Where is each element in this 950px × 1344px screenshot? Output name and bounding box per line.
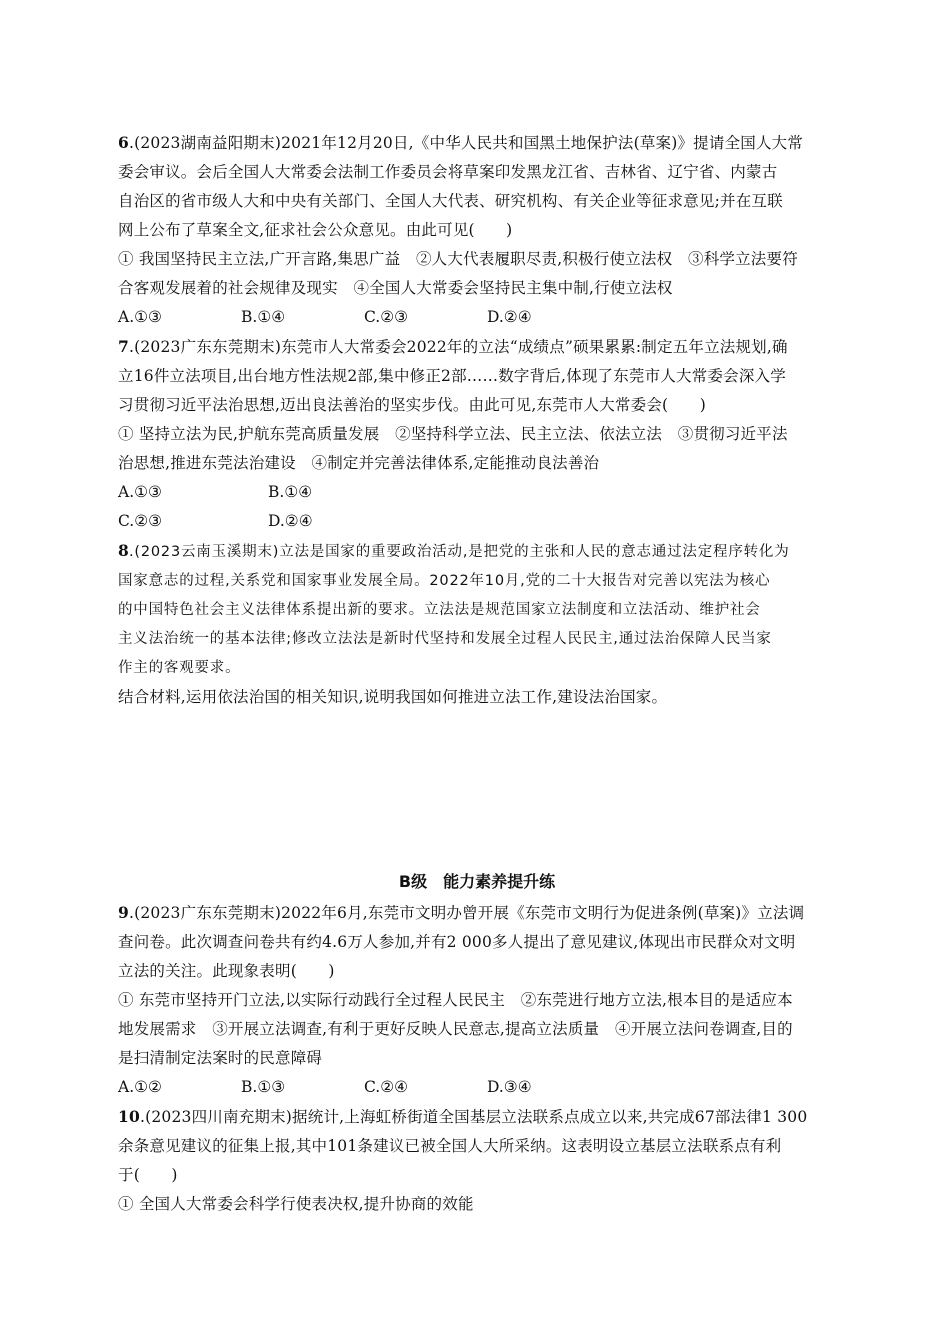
- document-page: [118, 128, 836, 1219]
- statement-text: ① 全国人大常委会科学行使表决权,提升协商的效能: [118, 1195, 474, 1213]
- question-text: .(2023广东东莞期末)东莞市人大常委会2022年的立法“成绩点”硕果累累:制定五年立法规划,确: [129, 338, 788, 356]
- option-d: D.②④: [487, 308, 532, 326]
- material-text: 主义法治统一的基本法律;修改立法法是新时代坚持和发展全过程人民民主,通过法治保障人民当家: [118, 631, 772, 647]
- option-b: B.①③: [241, 1078, 286, 1096]
- statement-text: 合客观发展着的社会规律及现实 ④全国人大常委会坚持民主集中制,行使立法权: [118, 279, 673, 297]
- option-d: D.②④: [268, 512, 313, 530]
- option-d: D.③④: [487, 1078, 532, 1096]
- option-a: A.①③: [118, 308, 162, 326]
- answer-options: [118, 303, 836, 332]
- statement-text: 是扫清制定法案时的民意障碍: [118, 1049, 323, 1067]
- question-text: 习贯彻习近平法治思想,迈出良法善治的坚实步伐。由此可见,东莞市人大常委会( ): [118, 396, 706, 414]
- question-text: 于( ): [118, 1166, 178, 1184]
- material-text: 的中国特色社会主义法律体系提出新的要求。立法法是规范国家立法制度和立法活动、维护社会: [118, 602, 761, 618]
- question-text: .(2023广东东莞期末)2022年6月,东莞市文明办曾开展《东莞市文明行为促进条例(草案)》立法调: [129, 904, 805, 922]
- question-text: 余条意见建议的征集上报,其中101条建议已被全国人大所采纳。这表明设立基层立法联系点有利: [118, 1137, 782, 1155]
- question-prompt: 结合材料,运用依法治国的相关知识,说明我国如何推进立法工作,建设法治国家。: [118, 688, 668, 706]
- statement-text: 治思想,推进东莞法治建设 ④制定并完善法律体系,定能推动良法善治: [118, 454, 600, 472]
- question-number: 10: [118, 1107, 140, 1126]
- question-number: 6: [118, 133, 129, 152]
- material-text: 国家意志的过程,关系党和国家事业发展全局。2022年10月,党的二十大报告对完善以宪法为核心: [118, 573, 771, 589]
- section-title: B级 能力素养提升练: [398, 872, 556, 891]
- question-text: .(2023四川南充期末)据统计,上海虹桥街道全国基层立法联系点成立以来,共完成67部法律1 300: [139, 1108, 808, 1126]
- question-9: [118, 898, 836, 1102]
- question-text: 委会审议。会后全国人大常委会法制工作委员会将草案印发黑龙江省、吉林省、辽宁省、内蒙古: [118, 163, 778, 181]
- question-text: 立16件立法项目,出台地方性法规2部,集中修正2部……数字背后,体现了东莞市人大常委会深入学: [118, 367, 786, 385]
- option-a: A.①②: [118, 1078, 162, 1096]
- answer-options: [118, 1073, 836, 1102]
- question-8: [118, 536, 836, 712]
- question-10: [118, 1102, 836, 1219]
- answer-options: [118, 507, 836, 536]
- option-c: C.②④: [364, 1078, 409, 1096]
- material-text: 作主的客观要求。: [118, 660, 241, 676]
- answer-space: [118, 712, 836, 866]
- statement-text: ① 东莞市坚持开门立法,以实际行动践行全过程人民民主 ②东莞进行地方立法,根本目的是适应本: [118, 991, 793, 1009]
- answer-options: [118, 478, 836, 507]
- statement-text: 地发展需求 ③开展立法调查,有利于更好反映人民意志,提高立法质量 ④开展立法问卷调查,目的: [118, 1020, 793, 1038]
- material-text: .(2023云南玉溪期末)立法是国家的重要政治活动,是把党的主张和人民的意志通过法定程序转化为: [129, 544, 790, 560]
- option-c: C.②③: [118, 512, 163, 530]
- question-text: 网上公布了草案全文,征求社会公众意见。由此可见( ): [118, 221, 513, 239]
- question-number: 8: [118, 541, 129, 560]
- option-b: B.①④: [268, 483, 313, 501]
- question-text: 自治区的省市级人大和中央有关部门、全国人大代表、研究机构、有关企业等征求意见;并在互联: [118, 192, 783, 210]
- statement-text: ① 坚持立法为民,护航东莞高质量发展 ②坚持科学立法、民主立法、依法立法 ③贯彻习近平法: [118, 425, 788, 443]
- question-text: 立法的关注。此现象表明( ): [118, 962, 335, 980]
- option-b: B.①④: [241, 308, 286, 326]
- question-6: [118, 128, 836, 332]
- statement-text: ① 我国坚持民主立法,广开言路,集思广益 ②人大代表履职尽责,积极行使立法权 ③科学立法要符: [118, 250, 798, 268]
- option-c: C.②③: [364, 308, 409, 326]
- question-number: 9: [118, 903, 129, 922]
- question-7: [118, 332, 836, 536]
- question-text: 查问卷。此次调查问卷共有约4.6万人参加,并有2 000多人提出了意见建议,体现出市民群众对文明: [118, 933, 796, 951]
- option-a: A.①③: [118, 483, 162, 501]
- question-number: 7: [118, 337, 129, 356]
- question-text: .(2023湖南益阳期末)2021年12月20日,《中华人民共和国黑土地保护法(草案)》提请全国人大常: [129, 134, 804, 152]
